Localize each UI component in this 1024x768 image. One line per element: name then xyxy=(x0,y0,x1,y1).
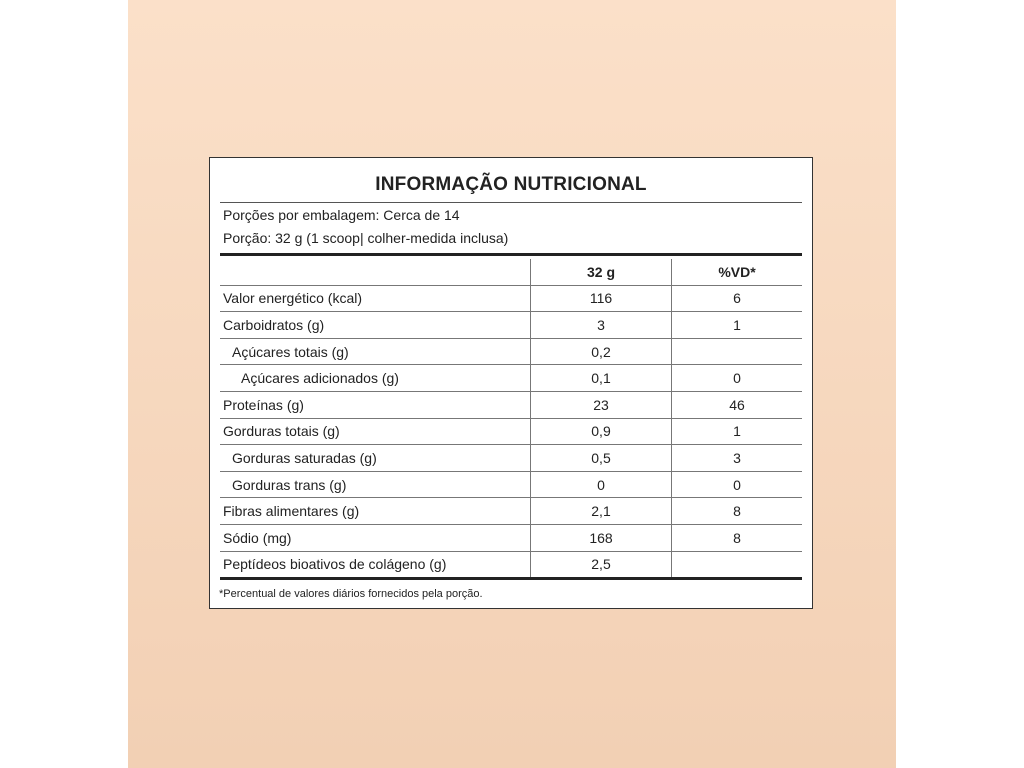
portion-size: Porção: 32 g (1 scoop| colher-medida inclusa) xyxy=(223,230,509,246)
nutrient-daily-value: 0 xyxy=(672,471,803,498)
nutrient-daily-value xyxy=(672,338,803,365)
nutrient-name: Carboidratos (g) xyxy=(220,312,531,339)
title-divider xyxy=(220,202,802,203)
table-row xyxy=(220,471,802,498)
header-nutrient xyxy=(220,259,531,285)
nutrient-daily-value xyxy=(672,551,803,579)
nutrient-name: Fibras alimentares (g) xyxy=(220,498,531,525)
nutrient-quantity: 0,2 xyxy=(531,338,672,365)
nutrient-name: Gorduras totais (g) xyxy=(220,418,531,445)
nutrition-facts-label xyxy=(209,157,813,609)
nutrient-quantity: 0 xyxy=(531,471,672,498)
nutrient-daily-value: 6 xyxy=(672,285,803,312)
nutrient-daily-value: 3 xyxy=(672,445,803,472)
nutrient-daily-value: 46 xyxy=(672,391,803,418)
nutrient-daily-value: 8 xyxy=(672,524,803,551)
header-quantity: 32 g xyxy=(531,259,672,285)
nutrient-quantity: 3 xyxy=(531,312,672,339)
nutrient-daily-value: 8 xyxy=(672,498,803,525)
nutrient-quantity: 0,9 xyxy=(531,418,672,445)
nutrient-name: Açúcares totais (g) xyxy=(220,338,531,365)
table-row xyxy=(220,551,802,579)
table-row xyxy=(220,524,802,551)
thick-divider xyxy=(220,253,802,256)
nutrient-quantity: 2,1 xyxy=(531,498,672,525)
table-row xyxy=(220,312,802,339)
table-row xyxy=(220,498,802,525)
nutrient-name: Açúcares adicionados (g) xyxy=(220,365,531,392)
nutrient-daily-value: 1 xyxy=(672,418,803,445)
nutrient-name: Proteínas (g) xyxy=(220,391,531,418)
nutrient-name: Peptídeos bioativos de colágeno (g) xyxy=(220,551,531,579)
header-daily-value: %VD* xyxy=(672,259,803,285)
nutrition-table xyxy=(220,259,802,580)
nutrient-quantity: 0,1 xyxy=(531,365,672,392)
nutrient-daily-value: 1 xyxy=(672,312,803,339)
nutrient-name: Valor energético (kcal) xyxy=(220,285,531,312)
label-title: INFORMAÇÃO NUTRICIONAL xyxy=(375,174,647,195)
nutrient-name: Gorduras trans (g) xyxy=(220,471,531,498)
table-header-row xyxy=(220,259,802,285)
table-row xyxy=(220,338,802,365)
table-row xyxy=(220,285,802,312)
nutrient-quantity: 23 xyxy=(531,391,672,418)
table-row xyxy=(220,445,802,472)
table-row xyxy=(220,365,802,392)
nutrient-name: Gorduras saturadas (g) xyxy=(220,445,531,472)
table-row xyxy=(220,418,802,445)
nutrient-name: Sódio (mg) xyxy=(220,524,531,551)
nutrient-quantity: 2,5 xyxy=(531,551,672,579)
servings-per-package: Porções por embalagem: Cerca de 14 xyxy=(223,207,460,223)
nutrient-quantity: 116 xyxy=(531,285,672,312)
footnote: *Percentual de valores diários fornecidos pela porção. xyxy=(219,588,483,600)
nutrient-quantity: 0,5 xyxy=(531,445,672,472)
nutrient-daily-value: 0 xyxy=(672,365,803,392)
table-row xyxy=(220,391,802,418)
nutrient-quantity: 168 xyxy=(531,524,672,551)
